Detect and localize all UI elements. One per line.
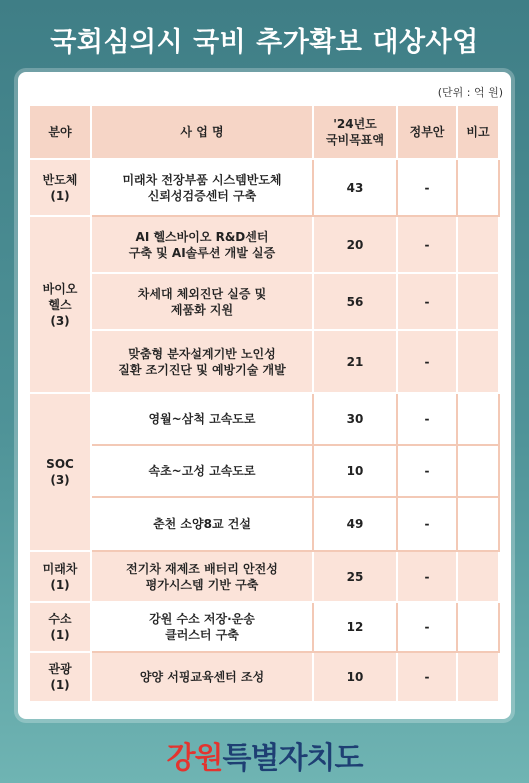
project-cell: 미래차 전장부품 시스템반도체 신뢰성검증센터 구축 (92, 160, 314, 217)
category-cell: 바이오 헬스 (3) (30, 217, 92, 394)
category-cell: 미래차 (1) (30, 552, 92, 603)
note-cell (458, 331, 500, 394)
note-cell (458, 394, 500, 446)
amount-cell: 21 (314, 331, 398, 394)
header-note: 비고 (458, 106, 500, 160)
note-cell (458, 498, 500, 552)
table-row (30, 446, 500, 498)
table-row (30, 274, 500, 331)
header-gov: 정부안 (398, 106, 458, 160)
note-cell (458, 653, 500, 703)
amount-cell: 49 (314, 498, 398, 552)
project-cell: 양양 서핑교육센터 조성 (92, 653, 314, 703)
table-row (30, 394, 500, 446)
table-row (30, 653, 500, 703)
category-cell: 관광 (1) (30, 653, 92, 703)
table-row (30, 603, 500, 653)
project-cell: AI 헬스바이오 R&D센터 구축 및 AI솔루션 개발 실증 (92, 217, 314, 274)
note-cell (458, 274, 500, 331)
header-amount-line2: 국비목표액 (326, 133, 384, 147)
gov-cell: - (398, 653, 458, 703)
amount-cell: 43 (314, 160, 398, 217)
note-cell (458, 160, 500, 217)
project-cell: 영월~삼척 고속도로 (92, 394, 314, 446)
gov-cell: - (398, 217, 458, 274)
project-cell: 속초~고성 고속도로 (92, 446, 314, 498)
category-cell: 반도체 (1) (30, 160, 92, 217)
header-project: 사 업 명 (92, 106, 314, 160)
note-cell (458, 552, 500, 603)
header-amount-line1: '24년도 (333, 117, 377, 131)
amount-cell: 12 (314, 603, 398, 653)
project-cell: 강원 수소 저장·운송 클러스터 구축 (92, 603, 314, 653)
table-row (30, 552, 500, 603)
project-cell: 맞춤형 분자설계기반 노인성 질환 조기진단 및 예방기술 개발 (92, 331, 314, 394)
budget-table (30, 106, 500, 703)
category-cell: 수소 (1) (30, 603, 92, 653)
table-row (30, 217, 500, 274)
gov-cell: - (398, 603, 458, 653)
category-cell: SOC (3) (30, 394, 92, 552)
header-amount (314, 106, 398, 160)
project-cell: 춘천 소양8교 건설 (92, 498, 314, 552)
header-field: 분야 (30, 106, 92, 160)
amount-cell: 30 (314, 394, 398, 446)
unit-label: (단위 : 억 원) (437, 86, 503, 99)
amount-cell: 10 (314, 446, 398, 498)
note-cell (458, 603, 500, 653)
gov-cell: - (398, 274, 458, 331)
logo-text-special: 특별자치도 (222, 741, 363, 776)
page-title: 국회심의시 국비 추가확보 대상사업 (50, 27, 479, 58)
amount-cell: 25 (314, 552, 398, 603)
gov-cell: - (398, 394, 458, 446)
amount-cell: 20 (314, 217, 398, 274)
table-row (30, 331, 500, 394)
gov-cell: - (398, 446, 458, 498)
gov-cell: - (398, 552, 458, 603)
amount-cell: 56 (314, 274, 398, 331)
project-cell: 전기차 재제조 배터리 안전성 평가시스템 기반 구축 (92, 552, 314, 603)
gov-cell: - (398, 498, 458, 552)
table-row (30, 160, 500, 217)
logo-text-gangwon: 강원 (166, 741, 223, 776)
gangwon-logo (0, 733, 529, 777)
table-row (30, 498, 500, 552)
gov-cell: - (398, 160, 458, 217)
note-cell (458, 446, 500, 498)
note-cell (458, 217, 500, 274)
table-header-row (30, 106, 500, 160)
project-cell: 차세대 체외진단 실증 및 제품화 지원 (92, 274, 314, 331)
gov-cell: - (398, 331, 458, 394)
amount-cell: 10 (314, 653, 398, 703)
